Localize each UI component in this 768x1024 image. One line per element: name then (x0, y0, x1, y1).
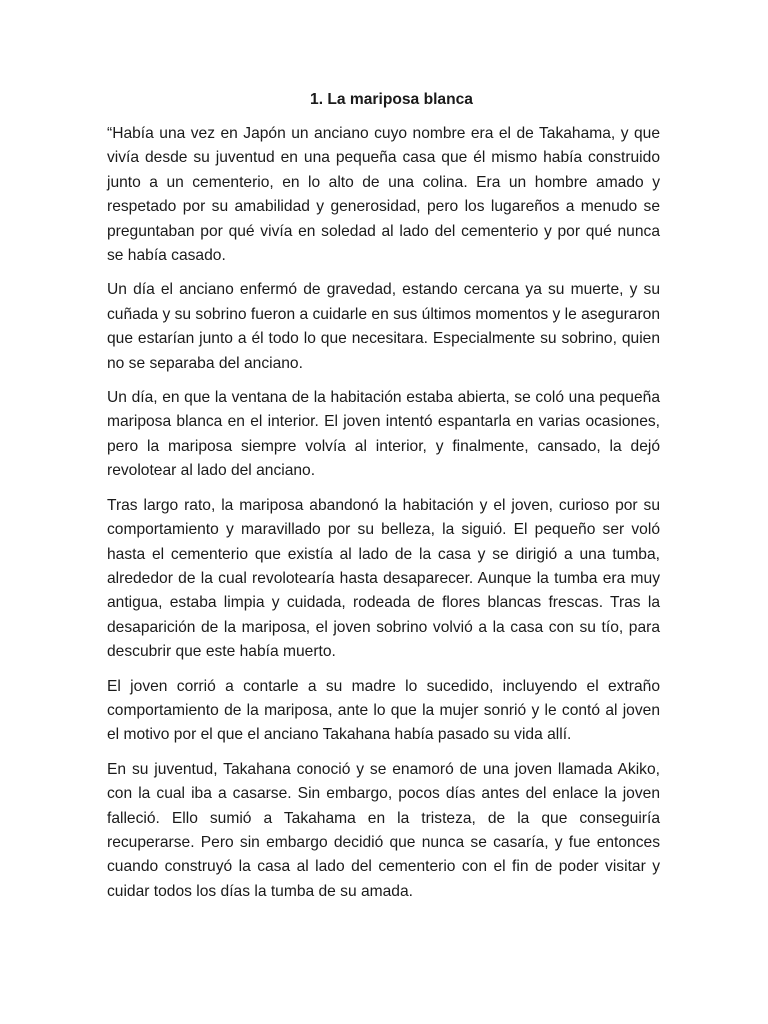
paragraph-6: En su juventud, Takahana conoció y se enamoró de una joven llamada Akiko, con la cual iba a casarse. Sin embargo, pocos días antes del enlace la joven falleció. Ello sumió a Takahama en la tristeza, de la que conseguiría recuperarse. Pero sin embargo decidió que nunca se casaría, y fue entonces cuando construyó la casa al lado del cementerio con el fin de poder visitar y cuidar todos los días la tumba de su amada. (107, 760, 660, 900)
paragraph-3: Un día, en que la ventana de la habitación estaba abierta, se coló una pequeña mariposa blanca en el interior. El joven intentó espantarla en varias ocasiones, pero la mariposa siempre volvía al interior, y finalmente, cansado, la dejó revolotear al lado del anciano. (107, 389, 660, 480)
paragraph-5: El joven corrió a contarle a su madre lo sucedido, incluyendo el extraño comportamiento de la mariposa, ante lo que la mujer sonrió y le contó al joven el motivo por el que el anciano Takahana había pasado su vida allí. (107, 677, 660, 744)
paragraph-2: Un día el anciano enfermó de gravedad, estando cercana ya su muerte, y su cuñada y su sobrino fueron a cuidarle en sus últimos momentos y le aseguraron que estarían junto a él todo lo que necesitara. Especialmente su sobrino, quien no se separaba del anciano. (107, 281, 661, 372)
document-title: 1. La mariposa blanca (310, 91, 473, 108)
paragraph-1: “Había una vez en Japón un anciano cuyo nombre era el de Takahama, y que vivía desde su juventud en una pequeña casa que él mismo había construido junto a un cementerio, en lo alto de una colina. Era un hombre amado y respetado por su amabilidad y generosidad, pero los lugareños a menudo se preguntaban por qué vivía en soledad al lado del cementerio y por qué nunca se había casado. (107, 125, 660, 265)
paragraph-4: Tras largo rato, la mariposa abandonó la habitación y el joven, curioso por su comportamiento y maravillado por su belleza, la siguió. El pequeño ser voló hasta el cementerio que existía al lado de la casa y se dirigió a una tumba, alrededor de la cual revolotearía hasta desaparecer. Aunque la tumba era muy antigua, estaba limpia y cuidada, rodeada de flores blancas frescas. Tras la desaparición de la mariposa, el joven sobrino volvió a la casa con su tío, para descubrir que este había muerto. (107, 496, 660, 661)
document-body (107, 88, 660, 914)
